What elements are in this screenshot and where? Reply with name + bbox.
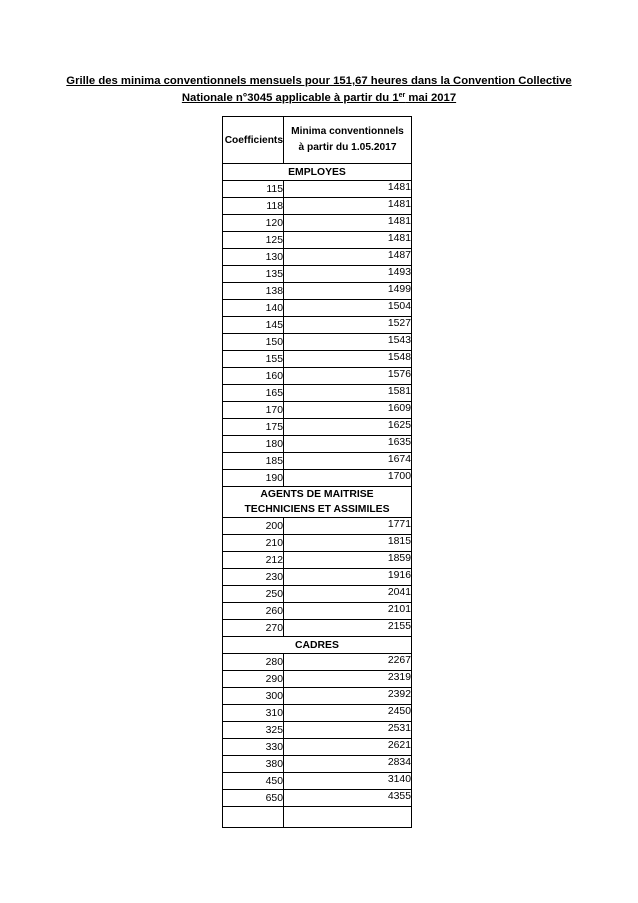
empty-row: [223, 807, 412, 828]
table-row: [223, 317, 412, 334]
coefficient-cell: 250: [223, 586, 284, 603]
coefficient-cell: 270: [223, 620, 284, 637]
section-label-line-1: EMPLOYES: [288, 166, 346, 178]
table-row: [223, 232, 412, 249]
minimum-value-cell: 1625: [284, 419, 412, 436]
coefficient-cell: 150: [223, 334, 284, 351]
table-row: [223, 671, 412, 688]
document-title: [40, 73, 598, 107]
section-row: [223, 637, 412, 654]
coefficient-cell: 450: [223, 773, 284, 790]
table-row: [223, 283, 412, 300]
table-row: [223, 266, 412, 283]
coefficient-cell: 212: [223, 552, 284, 569]
table-row: [223, 773, 412, 790]
section-label: [223, 637, 412, 654]
section-label-line-1: CADRES: [295, 639, 339, 651]
empty-cell: [223, 807, 284, 828]
coefficient-cell: 138: [223, 283, 284, 300]
minimum-value-cell: 1576: [284, 368, 412, 385]
table-row: [223, 300, 412, 317]
coefficient-cell: 325: [223, 722, 284, 739]
table-row: [223, 722, 412, 739]
minimum-value-cell: 1504: [284, 300, 412, 317]
coefficient-cell: 190: [223, 470, 284, 487]
coefficient-cell: 180: [223, 436, 284, 453]
header-minima: [284, 117, 412, 164]
minimum-value-cell: 1481: [284, 181, 412, 198]
table-row: [223, 181, 412, 198]
table-row: [223, 419, 412, 436]
table-row: [223, 402, 412, 419]
coefficient-cell: 135: [223, 266, 284, 283]
minimum-value-cell: 2392: [284, 688, 412, 705]
table-row: [223, 756, 412, 773]
minimum-value-cell: 2267: [284, 654, 412, 671]
minimum-value-cell: 2834: [284, 756, 412, 773]
minimum-value-cell: 2155: [284, 620, 412, 637]
coefficient-cell: 115: [223, 181, 284, 198]
table-row: [223, 535, 412, 552]
table-row: [223, 215, 412, 232]
coefficient-cell: 650: [223, 790, 284, 807]
table-row: [223, 688, 412, 705]
section-row: [223, 487, 412, 518]
empty-cell: [284, 807, 412, 828]
coefficient-cell: 145: [223, 317, 284, 334]
minimum-value-cell: 1815: [284, 535, 412, 552]
table-row: [223, 586, 412, 603]
table-row: [223, 603, 412, 620]
table-row: [223, 453, 412, 470]
coefficient-cell: 120: [223, 215, 284, 232]
minimum-value-cell: 1859: [284, 552, 412, 569]
coefficient-cell: 125: [223, 232, 284, 249]
table-row: [223, 385, 412, 402]
table-row: [223, 654, 412, 671]
table-row: [223, 368, 412, 385]
header-coefficients: Coefficients: [223, 117, 284, 164]
coefficient-cell: 118: [223, 198, 284, 215]
title-line-2-end: mai 2017: [405, 92, 457, 104]
minimum-value-cell: 1543: [284, 334, 412, 351]
minimum-value-cell: 1481: [284, 232, 412, 249]
section-label: [223, 164, 412, 181]
coefficient-cell: 380: [223, 756, 284, 773]
header-minima-line-1: Minima conventionnels: [291, 126, 404, 137]
table-row: [223, 470, 412, 487]
table-row: [223, 739, 412, 756]
table-row: [223, 518, 412, 535]
title-line-2-main: Nationale n°3045 applicable à partir du 1: [181, 92, 399, 104]
table-row: [223, 790, 412, 807]
minimum-value-cell: 2101: [284, 603, 412, 620]
table-row: [223, 705, 412, 722]
minimum-value-cell: 3140: [284, 773, 412, 790]
minimum-value-cell: 1916: [284, 569, 412, 586]
coefficient-cell: 170: [223, 402, 284, 419]
minimum-value-cell: 2041: [284, 586, 412, 603]
coefficient-cell: 200: [223, 518, 284, 535]
coefficient-cell: 140: [223, 300, 284, 317]
minimum-value-cell: 2621: [284, 739, 412, 756]
table-row: [223, 249, 412, 266]
table-row: [223, 569, 412, 586]
coefficient-cell: 160: [223, 368, 284, 385]
section-label-line-2: TECHNICIENS ET ASSIMILES: [244, 504, 390, 515]
table-row: [223, 436, 412, 453]
coefficient-cell: 165: [223, 385, 284, 402]
table-row: [223, 351, 412, 368]
coefficient-cell: 230: [223, 569, 284, 586]
minimum-value-cell: 1771: [284, 518, 412, 535]
minimum-value-cell: 1499: [284, 283, 412, 300]
coefficient-cell: 155: [223, 351, 284, 368]
coefficient-cell: 130: [223, 249, 284, 266]
coefficient-cell: 310: [223, 705, 284, 722]
header-minima-line-2: à partir du 1.05.2017: [298, 142, 397, 153]
table-header-row: [223, 117, 412, 164]
coefficient-cell: 290: [223, 671, 284, 688]
title-line-2: [40, 90, 598, 107]
table-row: [223, 334, 412, 351]
minimum-value-cell: 1700: [284, 470, 412, 487]
minimum-value-cell: 1481: [284, 215, 412, 232]
minimum-value-cell: 1581: [284, 385, 412, 402]
minimum-value-cell: 1487: [284, 249, 412, 266]
minima-table: [222, 116, 412, 828]
minimum-value-cell: 2450: [284, 705, 412, 722]
minimum-value-cell: 1548: [284, 351, 412, 368]
title-line-1: Grille des minima conventionnels mensuels pour 151,67 heures dans la Convention Collective: [66, 75, 572, 87]
minimum-value-cell: 1527: [284, 317, 412, 334]
coefficient-cell: 280: [223, 654, 284, 671]
section-label: [223, 487, 412, 518]
title-line-2-superscript: er: [398, 92, 406, 99]
minimum-value-cell: 1674: [284, 453, 412, 470]
minimum-value-cell: 1609: [284, 402, 412, 419]
section-label-line-1: AGENTS DE MAITRISE: [260, 489, 374, 500]
minimum-value-cell: 4355: [284, 790, 412, 807]
minimum-value-cell: 1635: [284, 436, 412, 453]
table-row: [223, 552, 412, 569]
coefficient-cell: 260: [223, 603, 284, 620]
coefficient-cell: 185: [223, 453, 284, 470]
minimum-value-cell: 2319: [284, 671, 412, 688]
coefficient-cell: 175: [223, 419, 284, 436]
minimum-value-cell: 1481: [284, 198, 412, 215]
table-row: [223, 620, 412, 637]
minimum-value-cell: 2531: [284, 722, 412, 739]
section-row: [223, 164, 412, 181]
table-body: [223, 164, 412, 828]
minimum-value-cell: 1493: [284, 266, 412, 283]
coefficient-cell: 330: [223, 739, 284, 756]
coefficient-cell: 300: [223, 688, 284, 705]
coefficient-cell: 210: [223, 535, 284, 552]
table-row: [223, 198, 412, 215]
